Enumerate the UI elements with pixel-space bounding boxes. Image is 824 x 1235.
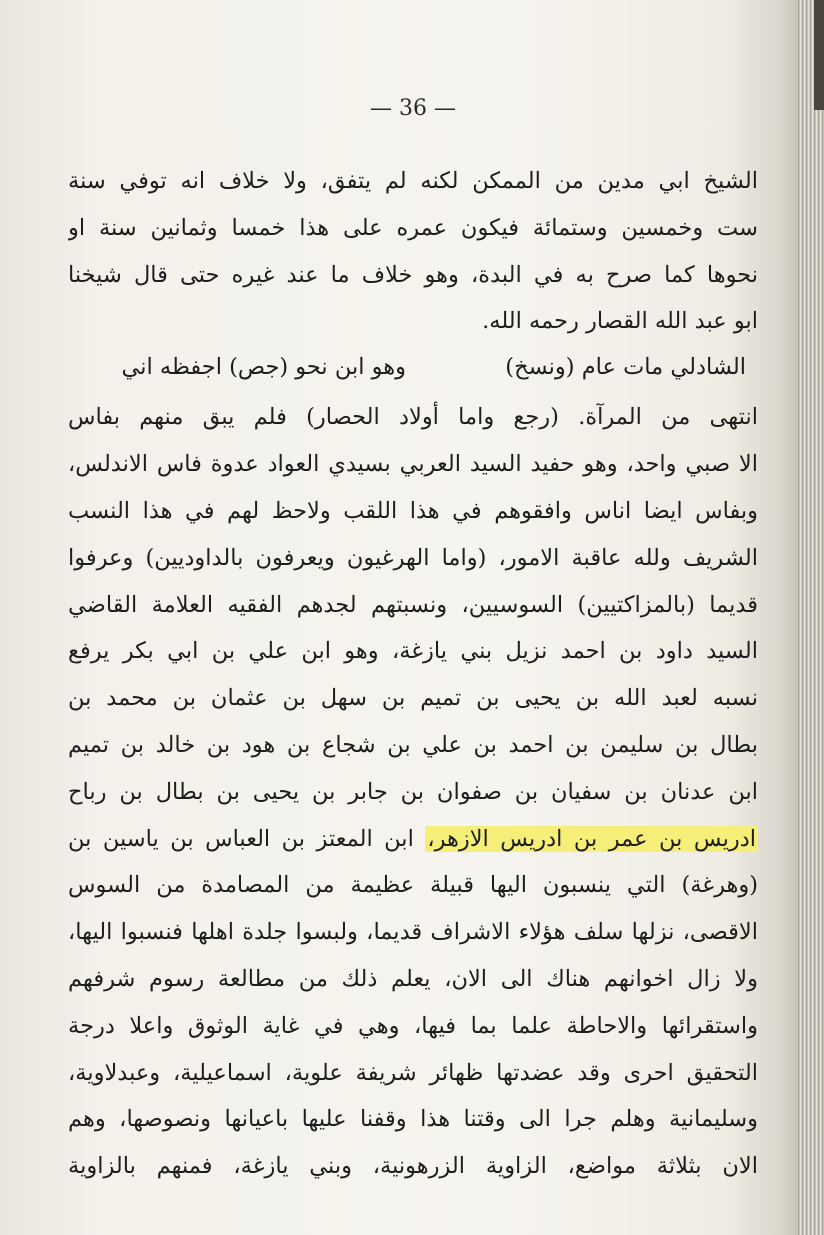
text-line: ابن عدنان بن سفيان بن صفوان بن جابر بن يحيى بن بطال بن رباح bbox=[68, 779, 758, 805]
text-line: الاقصى، نزلها سلف هؤلاء الاشراف قديما، ولبسوا جلدة اهلها فنسبوا اليها، bbox=[68, 919, 758, 945]
text-line: وسليمانية وهلم جرا الى وقتنا هذا وقفنا عليها باعيانها ونصوصها، وهم bbox=[68, 1106, 758, 1132]
text-line: ولا زال اخوانهم هناك الى الان، يعلم ذلك من مطالعة رسوم شرفهم bbox=[68, 966, 758, 992]
text-line: الا صبي واحد، وهو حفيد السيد العربي بسيدي العواد عدوة فاس الاندلس، bbox=[68, 451, 758, 477]
page-content bbox=[68, 0, 758, 1235]
text-line: انتهى من المرآة. (رجع واما أولاد الحصار) فلم يبق منهم بفاس bbox=[68, 404, 758, 430]
text-line: نحوها كما صرح به في البدة، وهو خلاف ما عند غيره حتى قال شيخنا bbox=[68, 262, 758, 288]
text-line: واستقرائها والاحاطة علما بما فيها، وهي في غاية الوثوق واعلا درجة bbox=[68, 1013, 758, 1039]
text-line: التحقيق احرى وقد عضدتها ظهائر شريفة علوية، اسماعيلية، وعبدلاوية، bbox=[68, 1060, 758, 1086]
text-line-highlighted bbox=[68, 822, 758, 856]
text-line: السيد داود بن احمد نزيل بني يازغة، وهو ابن علي بن ابي بكر يرفع bbox=[68, 638, 758, 664]
text-line: الشريف ولله عاقبة الامور، (واما الهرغيون ويعرفون بالداوديين) وعرفوا bbox=[68, 545, 758, 571]
scan-shadow-corner bbox=[814, 0, 824, 110]
book-page-edges bbox=[798, 0, 824, 1235]
text-line: ست وخمسين وستمائة فيكون عمره على هذا خمسا وثمانين سنة او bbox=[68, 215, 758, 241]
verse-second-hemistich: وهو ابن نحو (جص) اجفظه اني bbox=[121, 354, 406, 380]
verse-row bbox=[68, 350, 758, 384]
highlighted-text: ادريس بن عمر بن ادريس الازهر، bbox=[427, 826, 756, 852]
text-line: الشيخ ابي مدين من الممكن لكنه لم يتفق، ولا خلاف انه توفي سنة bbox=[68, 168, 758, 194]
text-line: وبفاس ايضا اناس وافقوهم في هذا اللقب ولاحظ لهم في هذا النسب bbox=[68, 498, 758, 524]
text-line: قديما (بالمزاكتيين) السوسيين، ونسبتهم لجدهم الفقيه العلامة القاضي bbox=[68, 592, 758, 618]
verse-first-hemistich: الشادلي مات عام (ونسخ) bbox=[505, 354, 746, 380]
text-line: (وهرغة) التي ينسبون اليها قبيلة عظيمة من المصامدة من السوس bbox=[68, 872, 758, 898]
text-segment: ابن المعتز بن العباس بن ياسين بن bbox=[68, 826, 414, 852]
page-number: — 36 — bbox=[370, 96, 456, 121]
text-line: ابو عبد الله القصار رحمه الله. bbox=[482, 308, 758, 334]
text-line: نسبه لعبد الله بن يحيى بن تميم بن سهل بن عثمان بن محمد بن bbox=[68, 685, 758, 711]
text-line: بطال بن سليمن بن احمد بن علي بن شجاع بن هود بن خالد بن تميم bbox=[68, 732, 758, 758]
text-line: الان بثلاثة مواضع، الزاوية الزرهونية، وبني يازغة، فمنهم بالزاوية bbox=[68, 1153, 758, 1179]
